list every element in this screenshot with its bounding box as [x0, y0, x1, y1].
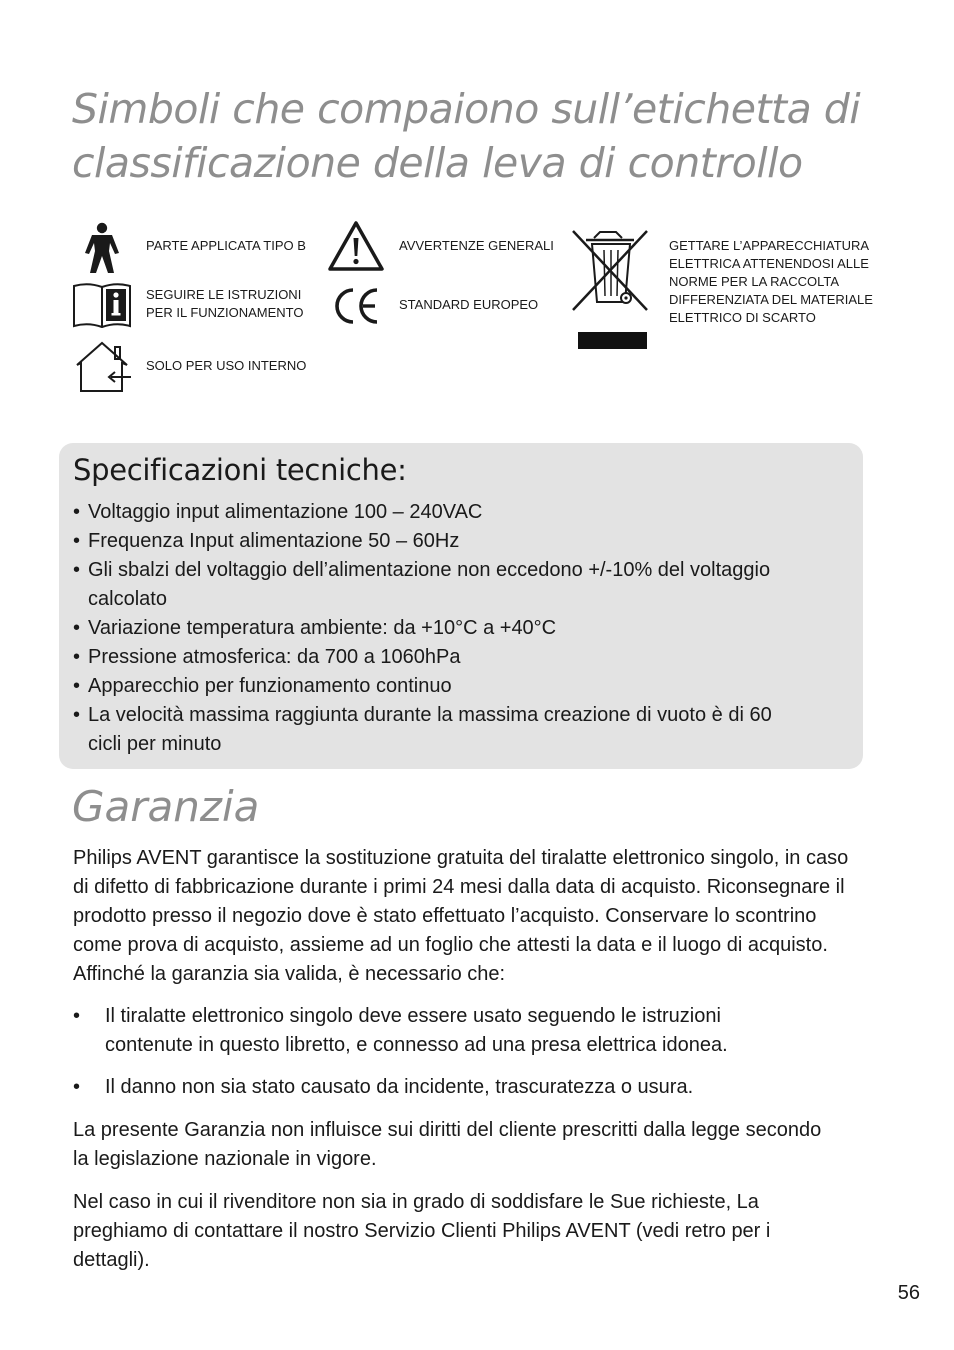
- warranty-bullet-text: Il tiralatte elettronico singolo deve essere usato seguendo le istruzioni contenute in questo libretto, e connesso ad una presa elettrica idonea.: [105, 1005, 728, 1056]
- house-indoor-icon: [75, 341, 133, 393]
- warranty-intro: Philips AVENT garantisce la sostituzione gratuita del tiralatte elettronico singolo, in caso di difetto di fabbricazione durante i primi 24 mesi dalla data di acquisto. Riconsegnare il prodotto presso il negozio dove è stato effettuato l’acquisto. Conservare lo scontrino come prova di acquisto, assieme ad un foglio che attesti la data e il luogo di acquisto. Affinché la garanzia sia valida, è necessario che:: [73, 847, 849, 985]
- weee-label: GETTARE L’APPARECCHIATURA ELETTRICA ATTENENDOSI ALLE NORME PER LA RACCOLTA DIFFERENZIATA DEL MATERIALE ELETTRICO DI SCARTO: [669, 238, 873, 325]
- warranty-bullet: [73, 1073, 863, 1102]
- info-book-icon: [72, 282, 132, 328]
- instructions-label: SEGUIRE LE ISTRUZIONI PER IL FUNZIONAMENTO: [146, 287, 304, 320]
- spec-item: • Gli sbalzi del voltaggio dell’alimentazione non eccedono +/-10% del voltaggio calcolato: [73, 556, 778, 614]
- person-type-b-icon: [84, 222, 120, 274]
- bullet-dot: •: [73, 1076, 81, 1098]
- warranty-rights: La presente Garanzia non influisce sui diritti del cliente prescritti dalla legge secondo la legislazione nazionale in vigore.: [73, 1119, 822, 1170]
- specs-title: Specificazioni tecniche:: [73, 453, 407, 487]
- page-number: 56: [897, 1282, 920, 1304]
- warning-label: AVVERTENZE GENERALI: [399, 238, 554, 253]
- indoor-label: SOLO PER USO INTERNO: [146, 358, 307, 373]
- warranty-title: Garanzia: [72, 782, 260, 831]
- spec-item: • Variazione temperatura ambiente: da +10°C a +40°C: [73, 614, 833, 643]
- warning-triangle-icon: [328, 220, 384, 272]
- crossed-bin-icon: [570, 228, 652, 352]
- warranty-bullet-text: Il danno non sia stato causato da incidente, trascuratezza o usura.: [105, 1076, 694, 1098]
- ce-mark-icon: [333, 286, 379, 326]
- spec-item: • Voltaggio input alimentazione 100 – 240VAC: [73, 498, 833, 527]
- warranty-contact: Nel caso in cui il rivenditore non sia in grado di soddisfare le Sue richieste, La preghiamo di contattare il nostro Servizio Clienti Philips AVENT (vedi retro per i dettagli).: [73, 1191, 771, 1271]
- warranty-bullet: [73, 1002, 863, 1060]
- spec-item: • Pressione atmosferica: da 700 a 1060hPa: [73, 643, 833, 672]
- spec-item: • Apparecchio per funzionamento continuo: [73, 672, 833, 701]
- spec-item: • La velocità massima raggiunta durante la massima creazione di vuoto è di 60 cicli per minuto: [73, 701, 788, 759]
- spec-item: • Frequenza Input alimentazione 50 – 60Hz: [73, 527, 833, 556]
- type-b-label: PARTE APPLICATA TIPO B: [146, 238, 306, 253]
- bullet-dot: •: [73, 1005, 81, 1027]
- page-title: Simboli che compaiono sull’etichetta di classificazione della leva di controllo: [72, 85, 861, 187]
- ce-label: STANDARD EUROPEO: [399, 297, 539, 312]
- specs-list: [73, 498, 833, 759]
